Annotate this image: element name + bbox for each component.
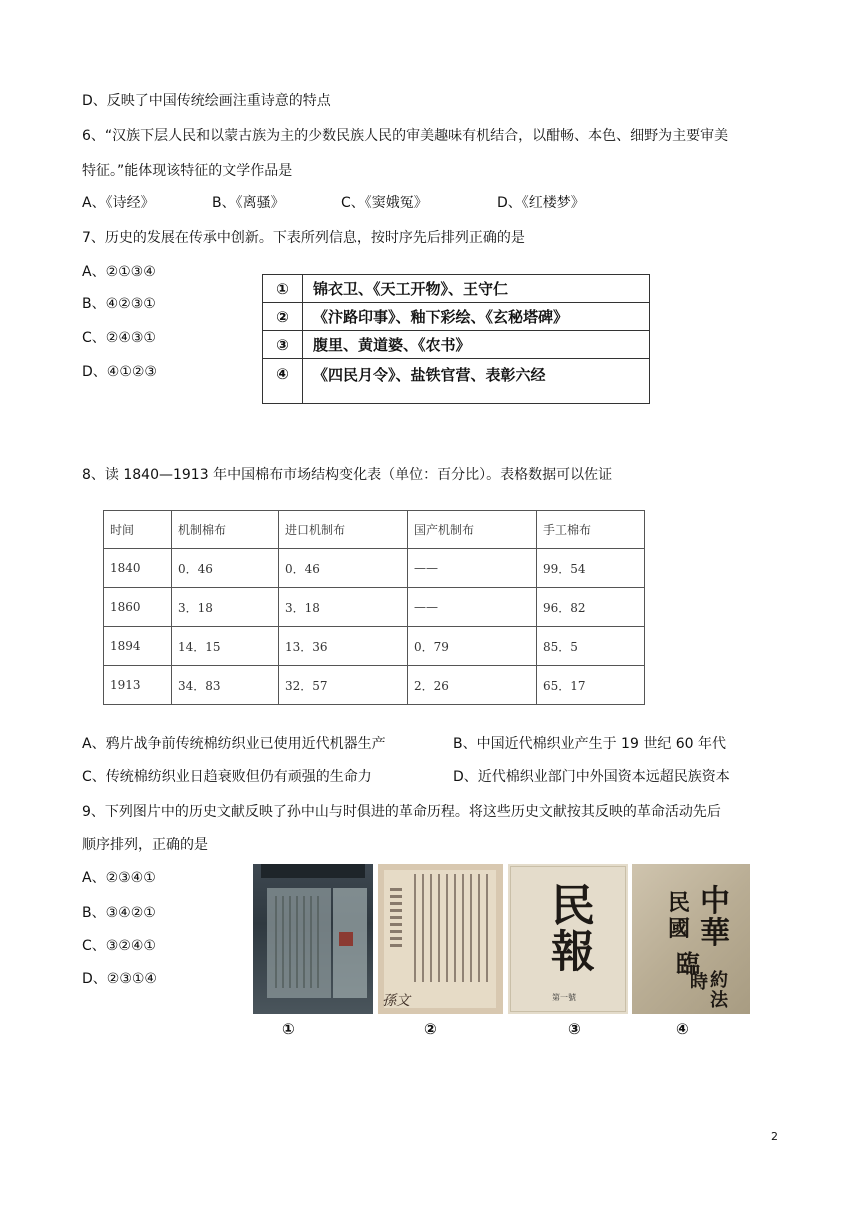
- q7-option-a: A、②①③④: [82, 264, 156, 280]
- q7-table-row: [263, 275, 649, 303]
- q7-row-text: 锦衣卫、《天工开物》、王守仁: [313, 280, 509, 298]
- q8-cell: 13．36: [279, 627, 408, 666]
- table-row: [104, 666, 645, 705]
- document-photo-1: [253, 864, 373, 1014]
- constitution-char: 中: [700, 884, 730, 919]
- q8-cell: 99．54: [537, 549, 645, 588]
- q7-table-row: [263, 331, 649, 359]
- q6-option-d: D、《红楼梦》: [497, 195, 585, 211]
- photo-label-2: ②: [424, 1020, 437, 1038]
- table-row: [104, 627, 645, 666]
- q8-header-cell: 手工棉布: [537, 511, 645, 549]
- q8-cell: 14．15: [172, 627, 279, 666]
- q8-cell: 1840: [104, 549, 172, 588]
- q8-cell: 1894: [104, 627, 172, 666]
- q9-option-c: C、③②④①: [82, 938, 156, 954]
- q7-row-number: ③: [263, 331, 303, 358]
- q8-cell: 65．17: [537, 666, 645, 705]
- q8-cotton-table: [103, 510, 645, 705]
- q8-cell: 1860: [104, 588, 172, 627]
- q8-cell: 0．46: [172, 549, 279, 588]
- signature: 孫文: [382, 993, 410, 1009]
- q6-option-b: B、《离骚》: [212, 195, 285, 211]
- q8-cell: ——: [408, 588, 537, 627]
- q8-cell: ——: [408, 549, 537, 588]
- constitution-char: 臨: [676, 949, 700, 978]
- q8-stem: 8、读 1840—1913 年中国棉布市场结构变化表（单位：百分比）。表格数据可以佐证: [82, 467, 613, 483]
- q7-row-text: 《四民月令》、盐铁官营、表彰六经: [313, 365, 546, 384]
- photo-label-1: ①: [282, 1020, 295, 1038]
- q9-option-a: A、②③④①: [82, 870, 156, 886]
- document-photo-3: [508, 864, 628, 1014]
- page-number: 2: [771, 1130, 778, 1143]
- q6-option-a: A、《诗经》: [82, 195, 155, 211]
- q7-row-number: ④: [263, 359, 303, 389]
- q9-stem-line2: 顺序排列，正确的是: [82, 837, 208, 853]
- q7-row-text: 《汴路印事》、釉下彩绘、《玄秘塔碑》: [313, 308, 569, 326]
- q8-cell: 85．5: [537, 627, 645, 666]
- q7-table-row: [263, 303, 649, 331]
- q5-option-d: D、反映了中国传统绘画注重诗意的特点: [82, 93, 331, 109]
- q8-cell: 2．26: [408, 666, 537, 705]
- q8-header-row: [104, 511, 645, 549]
- q7-row-number: ①: [263, 275, 303, 302]
- q6-option-c: C、《窦娥冤》: [341, 195, 428, 211]
- q6-stem-line2: 特征。”能体现该特征的文学作品是: [82, 163, 293, 179]
- q7-table-empty-cell: [263, 389, 303, 403]
- q8-cell: 3．18: [172, 588, 279, 627]
- q8-option-d: D、近代棉织业部门中外国资本远超民族资本: [453, 769, 730, 785]
- q8-cell: 32．57: [279, 666, 408, 705]
- constitution-char: 時: [690, 972, 708, 993]
- q8-cell: 0．46: [279, 549, 408, 588]
- document-photo-4: [632, 864, 750, 1014]
- q8-cell: 1913: [104, 666, 172, 705]
- q7-row-text: 腹里、黄道婆、《农书》: [313, 336, 471, 354]
- photo-label-3: ③: [568, 1020, 581, 1038]
- table-row: [104, 549, 645, 588]
- q8-cell: 3．18: [279, 588, 408, 627]
- constitution-char: 法: [710, 990, 728, 1011]
- q9-option-d: D、②③①④: [82, 971, 157, 987]
- q6-stem-line1: 6、“汉族下层人民和以蒙古族为主的少数民族人民的审美趣味有机结合，以酣畅、本色、细野为主要审美: [82, 128, 729, 144]
- q7-table-row: [263, 359, 649, 389]
- q8-header-cell: 时间: [104, 511, 172, 549]
- q8-cell: 34．83: [172, 666, 279, 705]
- constitution-char: 民: [668, 890, 691, 916]
- constitution-char: 約: [710, 970, 728, 991]
- magazine-title: 民報: [543, 882, 594, 974]
- q8-header-cell: 国产机制布: [408, 511, 537, 549]
- q9-stem-line1: 9、下列图片中的历史文献反映了孙中山与时俱进的革命历程。将这些历史文献按其反映的革命活动先后: [82, 804, 721, 820]
- q7-option-b: B、④②③①: [82, 296, 156, 312]
- q8-cell: 96．82: [537, 588, 645, 627]
- q8-option-b: B、中国近代棉织业产生于 19 世纪 60 年代: [453, 736, 727, 752]
- q7-option-d: D、④①②③: [82, 364, 157, 380]
- q7-option-c: C、②④③①: [82, 330, 156, 346]
- magazine-issue: 第一號: [552, 993, 576, 1002]
- q8-header-cell: 机制棉布: [172, 511, 279, 549]
- q8-header-cell: 进口机制布: [279, 511, 408, 549]
- photo-label-4: ④: [676, 1020, 689, 1038]
- q8-option-a: A、鸦片战争前传统棉纺织业已使用近代机器生产: [82, 736, 386, 752]
- q9-option-b: B、③④②①: [82, 905, 156, 921]
- document-photo-2: [378, 864, 503, 1014]
- q7-row-number: ②: [263, 303, 303, 330]
- q8-cell: 0．79: [408, 627, 537, 666]
- constitution-char: 國: [668, 916, 691, 942]
- constitution-char: 華: [700, 916, 730, 951]
- table-row: [104, 588, 645, 627]
- q8-option-c: C、传统棉纺织业日趋衰败但仍有顽强的生命力: [82, 769, 372, 785]
- q7-info-table: [262, 274, 650, 404]
- q7-stem: 7、历史的发展在传承中创新。下表所列信息，按时序先后排列正确的是: [82, 230, 525, 246]
